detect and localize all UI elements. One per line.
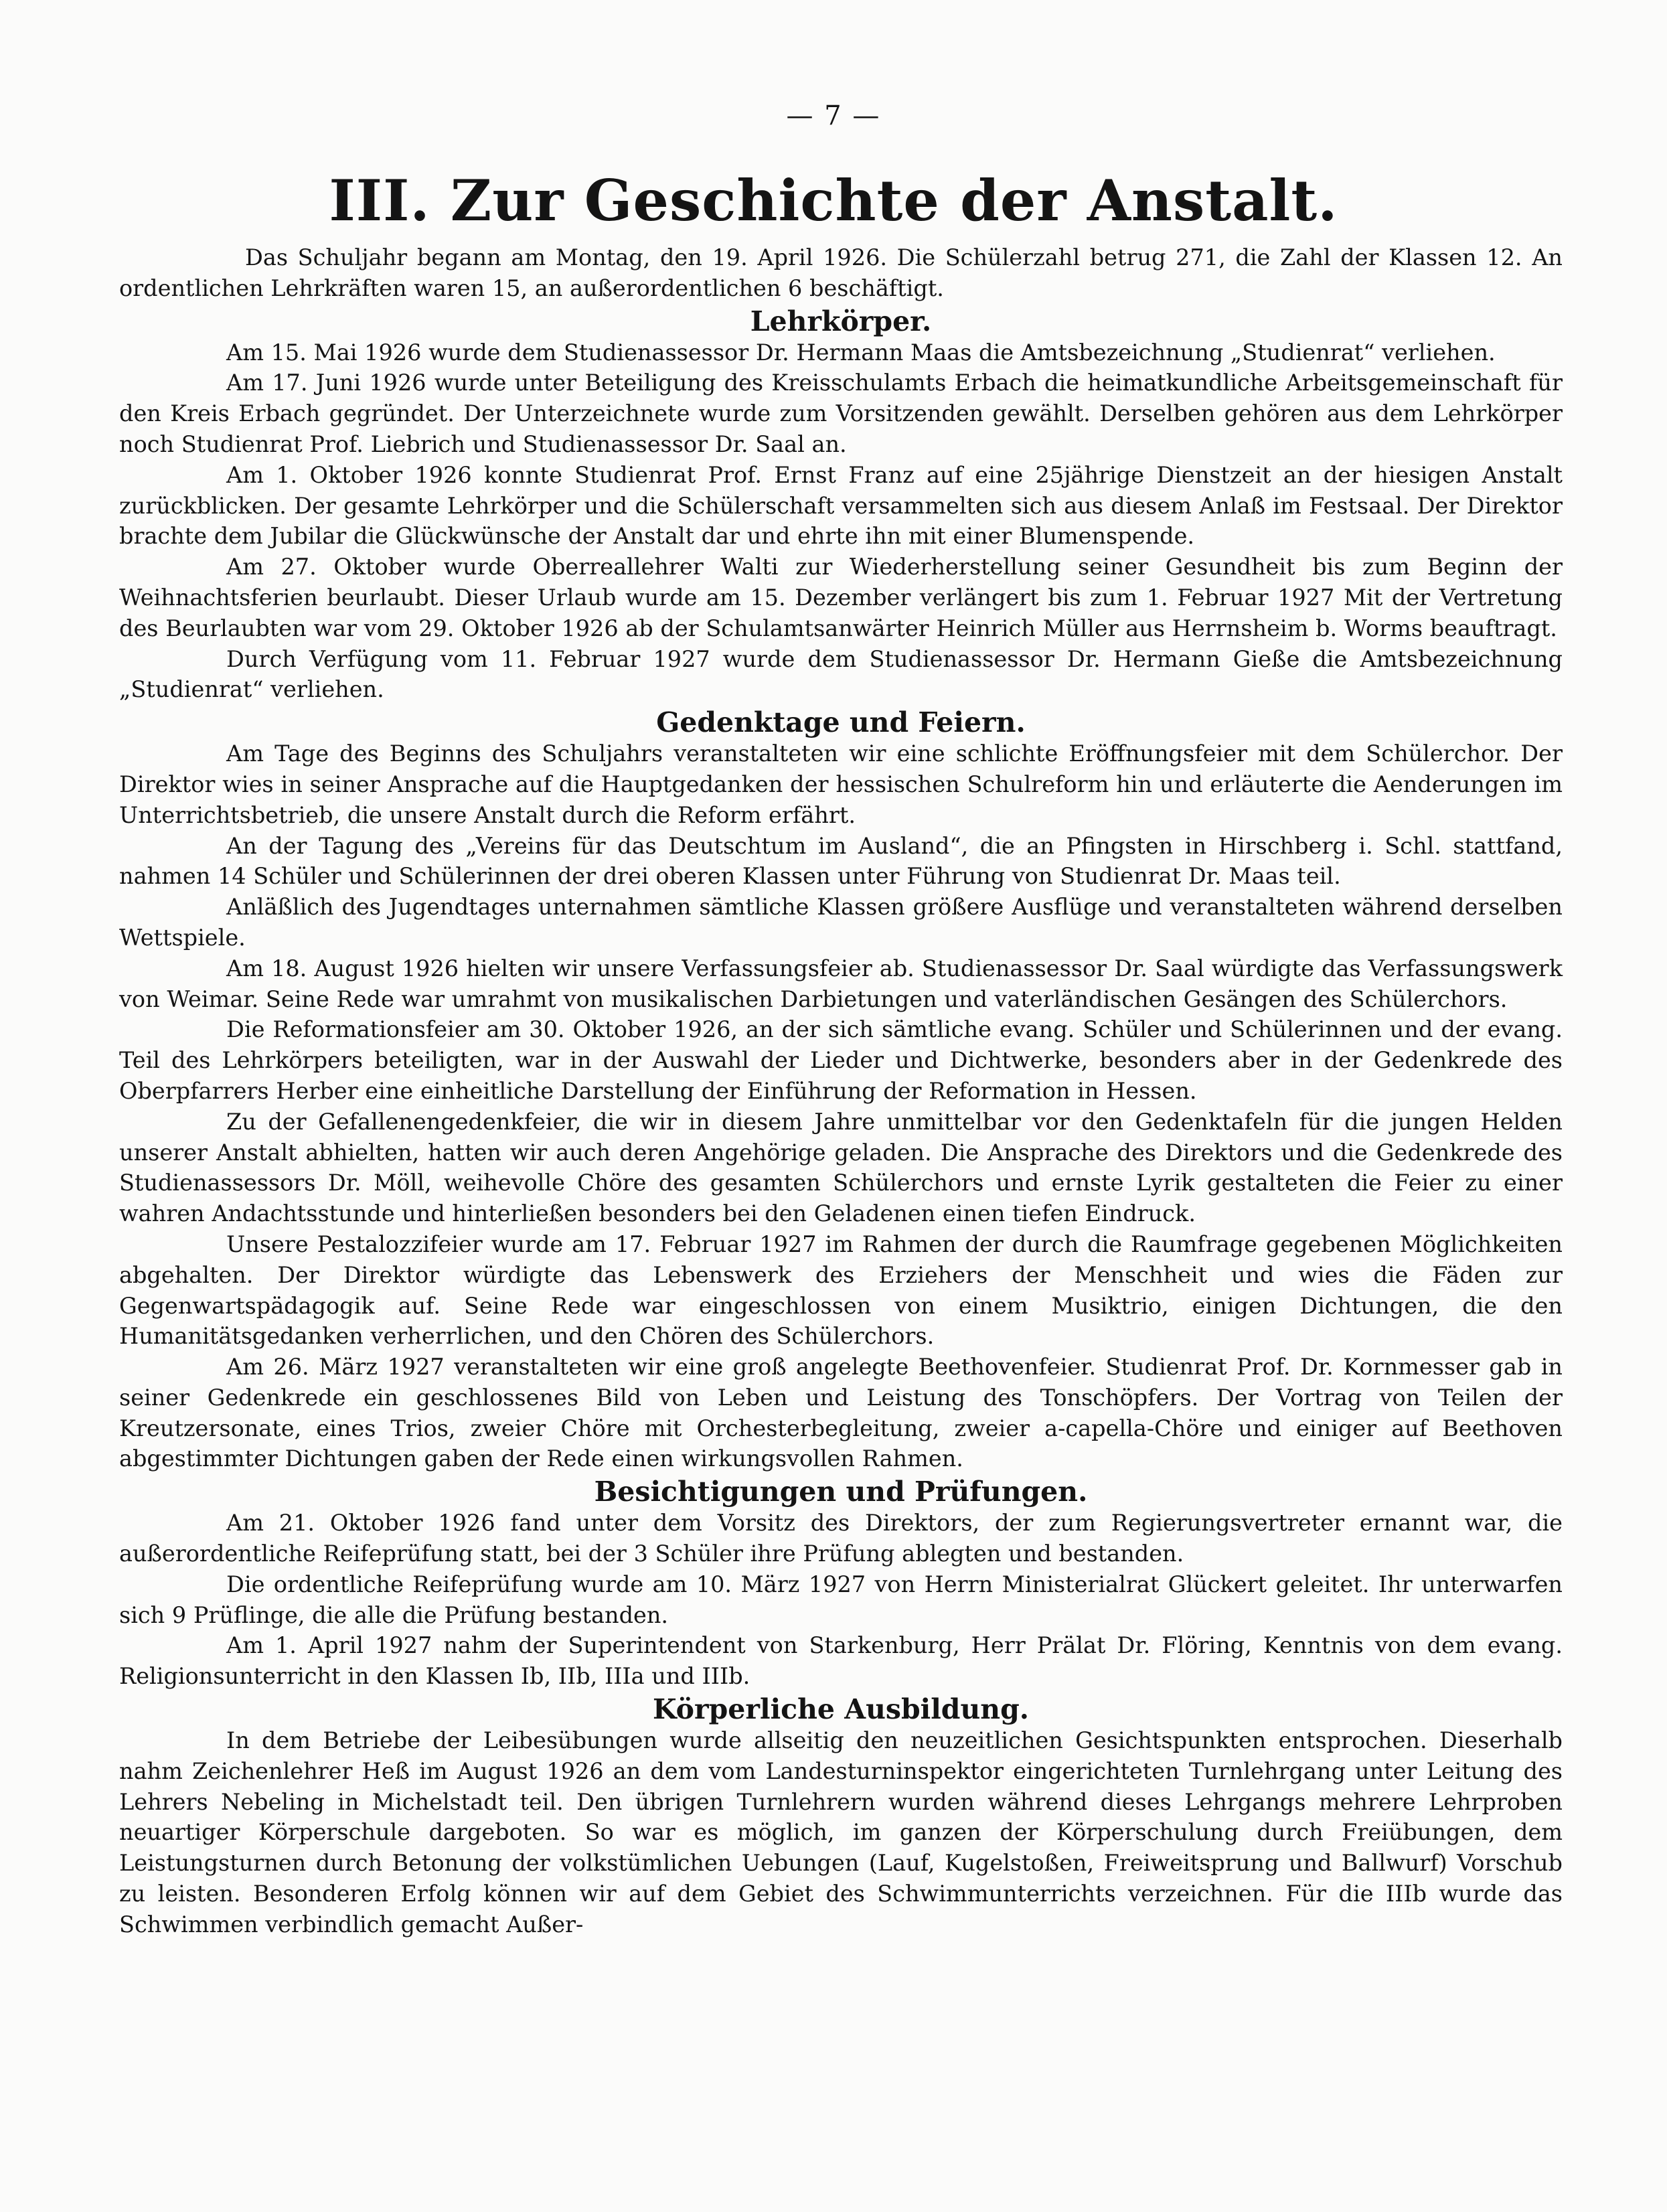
paragraph: An der Tagung des „Vereins für das Deutschtum im Ausland“, die an Pfingsten in Hirschberg i. Schl. stattfand, nahmen 14 Schüler und Schülerinnen der drei oberen Klassen unter Führung von Studienrat Dr. Maas teil.	[119, 832, 1563, 890]
section-heading-besichtigungen: Besichtigungen und Prüfungen.	[594, 1476, 1088, 1508]
paragraph: Am 18. August 1926 hielten wir unsere Verfassungsfeier ab. Studienassessor Dr. Saal würdigte das Verfassungswerk von Weimar. Seine Rede war umrahmt von musikalischen Darbietungen und vaterländischen Gesängen des Schülerchors.	[119, 955, 1563, 1012]
paragraph: Anläßlich des Jugendtages unternahmen sämtliche Klassen größere Ausflüge und veranstalteten während derselben Wettspiele.	[119, 894, 1563, 951]
paragraph: Die ordentliche Reifeprüfung wurde am 10. März 1927 von Herrn Ministerialrat Glückert geleitet. Ihr unterwarfen sich 9 Prüflinge, die alle die Prüfung bestanden.	[119, 1571, 1563, 1628]
page-number: — 7 —	[786, 100, 881, 131]
paragraph: Am 26. März 1927 veranstalteten wir eine groß angelegte Beethovenfeier. Studienrat Prof. Dr. Kornmesser gab in seiner Gedenkrede ein geschlossenes Bild von Leben und Leistung des Tonschöpfers. Der Vortrag von Teilen der Kreutzersonate, eines Trios, zweier Chöre mit Orchesterbegleitung, zweier a-capella-Chöre und einiger auf Beethoven abgestimmter Dichtungen gaben der Rede einen wirkungsvollen Rahmen.	[119, 1354, 1563, 1472]
paragraph: Die Reformationsfeier am 30. Oktober 1926, an der sich sämtliche evang. Schüler und Schülerinnen und der evang. Teil des Lehrkörpers beteiligten, war in der Auswahl der Lieder und Dichtwerke, besonders aber in der Gedenkrede des Oberpfarrers Herber eine einheitliche Darstellung der Einführung der Reformation in Hessen.	[119, 1016, 1563, 1104]
paragraph: Am Tage des Beginns des Schuljahrs veranstalteten wir eine schlichte Eröffnungsfeier mit dem Schülerchor. Der Direktor wies in seiner Ansprache auf die Hauptgedanken der hessischen Schulreform hin und erläuterte die Aenderungen im Unterrichtsbetrieb, die unsere Anstalt durch die Reform erfährt.	[119, 740, 1563, 828]
paragraph: In dem Betriebe der Leibesübungen wurde allseitig den neuzeitlichen Gesichtspunkten entsprochen. Dieserhalb nahm Zeichenlehrer Heß im August 1926 an dem vom Landesturninspektor eingerichteten Turnlehrgang unter Leitung des Lehrers Nebeling in Michelstadt teil. Den übrigen Turnlehrern wurden während dieses Lehrgangs mehrere Lehrproben neuartiger Körperschule dargeboten. So war es möglich, im ganzen der Körperschulung durch Freiübungen, dem Leistungsturnen durch Betonung der volkstümlichen Uebungen (Lauf, Kugelstoßen, Freiweitsprung und Ballwurf) Vorschub zu leisten. Besonderen Erfolg können wir auf dem Gebiet des Schwimmunterrichts verzeichnen. Für die IIIb wurde das Schwimmen verbindlich gemacht Außer-	[119, 1727, 1563, 1938]
paragraph: Am 27. Oktober wurde Oberreallehrer Walti zur Wiederherstellung seiner Gesundheit bis zum Beginn der Weihnachtsferien beurlaubt. Dieser Urlaub wurde am 15. Dezember verlängert bis zum 1. Februar 1927 Mit der Vertretung des Beurlaubten war vom 29. Oktober 1926 ab der Schulamtsanwärter Heinrich Müller aus Herrnsheim b. Worms beauftragt.	[119, 554, 1563, 641]
paragraph: Am 1. April 1927 nahm der Superintendent von Starkenburg, Herr Prälat Dr. Flöring, Kenntnis von dem evang. Religionsunterricht in den Klassen Ib, IIb, IIIa und IIIb.	[119, 1632, 1563, 1690]
paragraph: Am 17. Juni 1926 wurde unter Beteiligung des Kreisschulamts Erbach die heimatkundliche Arbeitsgemeinschaft für den Kreis Erbach gegründet. Der Unterzeichnete wurde zum Vorsitzenden gewählt. Derselben gehören aus dem Lehrkörper noch Studienrat Prof. Liebrich und Studienassessor Dr. Saal an.	[119, 370, 1563, 457]
paragraph: Am 15. Mai 1926 wurde dem Studienassessor Dr. Hermann Maas die Amtsbezeichnung „Studienrat“ verliehen.	[226, 339, 1496, 366]
intro-paragraph: Das Schuljahr begann am Montag, den 19. April 1926. Die Schülerzahl betrug 271, die Zahl der Klassen 12. An ordentlichen Lehrkräften waren 15, an außerordentlichen 6 beschäftigt.	[119, 244, 1563, 301]
paragraph: Am 1. Oktober 1926 konnte Studienrat Prof. Ernst Franz auf eine 25jährige Dienstzeit an der hiesigen Anstalt zurückblicken. Der gesamte Lehrkörper und die Schülerschaft versammelten sich aus diesem Anlaß im Festsaal. Der Direktor brachte dem Jubilar die Glückwünsche der Anstalt dar und ehrte ihn mit einer Blumenspende.	[119, 461, 1563, 550]
section-heading-gedenktage: Gedenktage und Feiern.	[656, 706, 1026, 739]
section-heading-koerperliche-ausbildung: Körperliche Ausbildung.	[652, 1693, 1030, 1726]
paragraph: Unsere Pestalozzifeier wurde am 17. Februar 1927 im Rahmen der durch die Raumfrage gegebenen Möglichkeiten abgehalten. Der Direktor würdigte das Lebenswerk des Erziehers der Menschheit und wies die Fäden zur Gegenwartspädagogik auf. Seine Rede war eingeschlossen von einem Musiktrio, einigen Dichtungen, die den Humanitätsgedanken verherrlichen, und den Chören des Schülerchors.	[119, 1231, 1563, 1350]
paragraph: Zu der Gefallenengedenkfeier, die wir in diesem Jahre unmittelbar vor den Gedenktafeln für die jungen Helden unserer Anstalt abhielten, hatten wir auch deren Angehörige geladen. Die Ansprache des Direktors und die Gedenkrede des Studienassessors Dr. Möll, weihevolle Chöre des gesamten Schülerchors und ernste Lyrik gestalteten die Feier zu einer wahren Andachtsstunde und hinterließen besonders bei den Geladenen einen tiefen Eindruck.	[119, 1108, 1563, 1227]
chapter-title: III. Zur Geschichte der Anstalt.	[329, 167, 1338, 234]
section-heading-lehrkoerper: Lehrkörper.	[750, 305, 932, 337]
document-body	[119, 242, 1563, 1940]
paragraph: Durch Verfügung vom 11. Februar 1927 wurde dem Studienassessor Dr. Hermann Gieße die Amtsbezeichnung „Studienrat“ verliehen.	[119, 645, 1563, 703]
paragraph: Am 21. Oktober 1926 fand unter dem Vorsitz des Direktors, der zum Regierungsvertreter ernannt war, die außerordentliche Reifeprüfung statt, bei der 3 Schüler ihre Prüfung ablegten und bestanden.	[119, 1510, 1563, 1567]
